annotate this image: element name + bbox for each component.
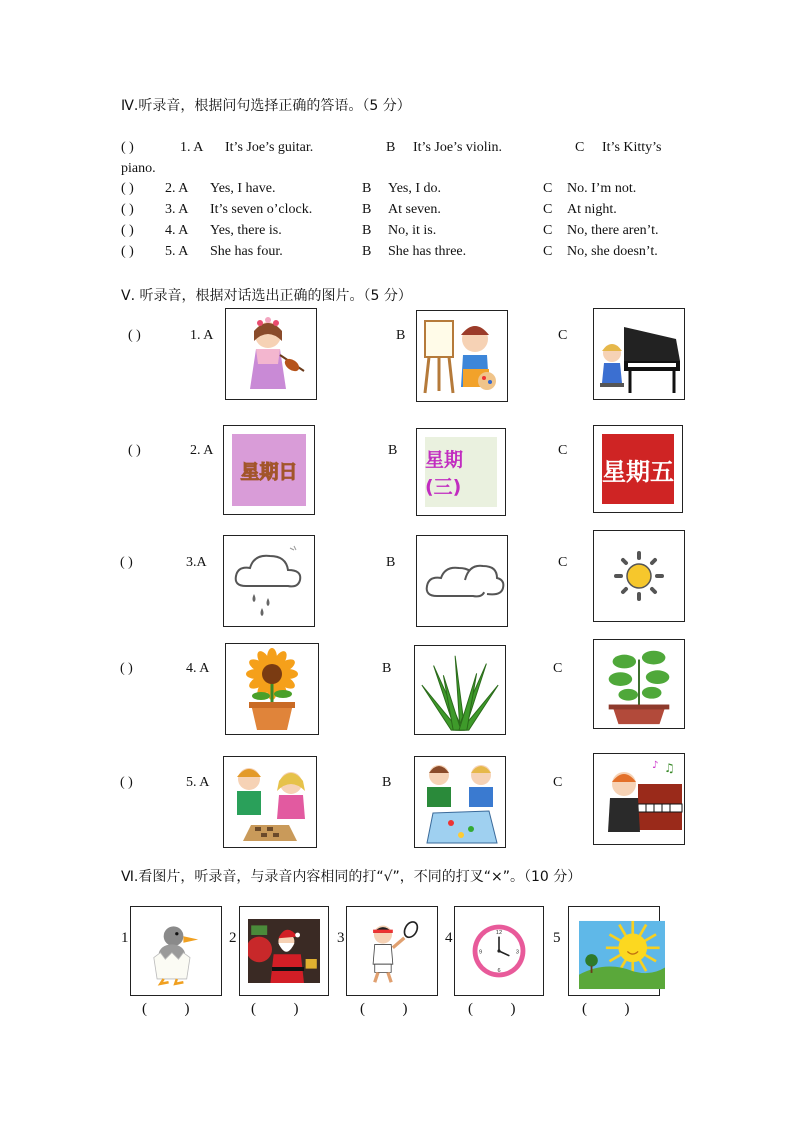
- v-q2-paren[interactable]: ( ): [128, 443, 141, 458]
- v-q3-paren[interactable]: ( ): [120, 555, 133, 570]
- v-q3-option-a-picture[interactable]: [223, 535, 315, 627]
- q1-option-c: It’s Kitty’s: [602, 140, 662, 155]
- duckling-icon: [139, 915, 213, 987]
- q5-paren[interactable]: ( ): [121, 244, 134, 259]
- boy-painting-icon: [417, 311, 507, 401]
- q2-option-a: Yes, I have.: [210, 181, 276, 196]
- vi-item-5-picture: [568, 906, 660, 996]
- v-q2-option-c-label: C: [558, 443, 568, 458]
- svg-text:♪: ♪: [652, 760, 659, 771]
- v-q1-option-a-label: 1. A: [190, 328, 214, 343]
- q1-c-label: C: [575, 140, 585, 155]
- wednesday-text: 星期(三): [425, 449, 464, 498]
- vi-item-1-number: 1: [121, 930, 129, 946]
- q3-c-label: C: [543, 202, 553, 217]
- q3-option-c: At night.: [567, 202, 617, 217]
- vi-item-2-picture: [239, 906, 329, 996]
- v-q5-option-a-label: 5. A: [186, 775, 210, 790]
- sunday-sign: [232, 434, 306, 506]
- q4-option-b: No, it is.: [388, 223, 437, 238]
- vi-item-2-answer-paren[interactable]: ( ): [251, 1001, 299, 1017]
- q2-paren[interactable]: ( ): [121, 181, 134, 196]
- vi-item-4-number: 4: [445, 930, 453, 946]
- potted-plant-icon: [594, 640, 684, 728]
- q5-number: 5. A: [165, 244, 189, 259]
- v-q4-paren[interactable]: ( ): [120, 661, 133, 676]
- q1-b-label: B: [386, 140, 396, 155]
- v-q4-option-b-picture[interactable]: [414, 645, 506, 735]
- vi-item-5-number: 5: [553, 930, 561, 946]
- svg-text:♫: ♫: [664, 761, 675, 775]
- svg-text:3: 3: [515, 949, 519, 956]
- v-q5-option-b-picture[interactable]: [414, 756, 506, 848]
- q1-number: 1. A: [180, 140, 204, 155]
- vi-item-3-answer-paren[interactable]: ( ): [360, 1001, 408, 1017]
- sunday-text: 星期日: [240, 460, 298, 483]
- v-q3-option-b-label: B: [386, 555, 396, 570]
- v-q4-option-b-label: B: [382, 661, 392, 676]
- badminton-player-icon: [355, 915, 429, 987]
- v-q2-option-a-label: 2. A: [190, 443, 214, 458]
- q2-option-b: Yes, I do.: [388, 181, 442, 196]
- q3-option-b: At seven.: [388, 202, 441, 217]
- vi-item-1-picture: [130, 906, 222, 996]
- q1-option-b: It’s Joe’s violin.: [413, 140, 503, 155]
- q4-b-label: B: [362, 223, 372, 238]
- q1-option-c-continued: piano.: [121, 161, 156, 176]
- section-6-title: Ⅵ.看图片，听录音，与录音内容相同的打“√”，不同的打叉“×”。（10 分）: [121, 869, 582, 885]
- vi-item-2-number: 2: [229, 930, 237, 946]
- friday-sign: [602, 434, 674, 504]
- q4-c-label: C: [543, 223, 553, 238]
- q5-option-a: She has four.: [210, 244, 283, 259]
- q2-option-c: No. I’m not.: [567, 181, 637, 196]
- q1-paren[interactable]: ( ): [121, 140, 134, 155]
- kids-chess-icon: [224, 757, 316, 847]
- q2-b-label: B: [362, 181, 372, 196]
- sunny-icon: [594, 531, 684, 621]
- v-q3-option-c-picture[interactable]: [593, 530, 685, 622]
- q4-paren[interactable]: ( ): [121, 223, 134, 238]
- v-q1-option-c-picture[interactable]: [593, 308, 685, 400]
- v-q4-option-c-picture[interactable]: [593, 639, 685, 729]
- q3-b-label: B: [362, 202, 372, 217]
- v-q1-option-a-picture[interactable]: [225, 308, 317, 400]
- v-q4-option-a-picture[interactable]: [225, 643, 319, 735]
- q3-number: 3. A: [165, 202, 189, 217]
- vi-item-3-number: 3: [337, 930, 345, 946]
- v-q5-option-c-label: C: [553, 775, 563, 790]
- v-q1-paren[interactable]: ( ): [128, 328, 141, 343]
- svg-text:12: 12: [495, 930, 503, 937]
- aloe-icon: [415, 646, 505, 734]
- vi-item-5-answer-paren[interactable]: ( ): [582, 1001, 630, 1017]
- girl-piano-icon: [594, 309, 684, 399]
- q5-c-label: C: [543, 244, 553, 259]
- v-q4-option-a-label: 4. A: [186, 661, 210, 676]
- v-q2-option-c-picture[interactable]: [593, 425, 683, 513]
- v-q1-option-c-label: C: [558, 328, 568, 343]
- v-q2-option-a-picture[interactable]: [223, 425, 315, 515]
- v-q2-option-b-label: B: [388, 443, 398, 458]
- q2-c-label: C: [543, 181, 553, 196]
- vi-item-4-picture: [454, 906, 544, 996]
- q5-option-c: No, she doesn’t.: [567, 244, 658, 259]
- v-q3-option-c-label: C: [558, 555, 568, 570]
- vi-item-1-answer-paren[interactable]: ( ): [142, 1001, 190, 1017]
- v-q1-option-b-picture[interactable]: [416, 310, 508, 402]
- q4-option-a: Yes, there is.: [210, 223, 282, 238]
- v-q5-paren[interactable]: ( ): [120, 775, 133, 790]
- q4-option-c: No, there aren’t.: [567, 223, 659, 238]
- sunny-landscape-icon: [579, 917, 665, 993]
- santa-claus-icon: [248, 915, 320, 987]
- q3-option-a: It’s seven o’clock.: [210, 202, 313, 217]
- wall-clock-icon: [463, 915, 535, 987]
- vi-item-4-answer-paren[interactable]: ( ): [468, 1001, 516, 1017]
- svg-text:6: 6: [497, 967, 501, 974]
- q5-b-label: B: [362, 244, 372, 259]
- vi-item-3-picture: [346, 906, 438, 996]
- girl-violin-icon: [226, 309, 316, 399]
- q5-option-b: She has three.: [388, 244, 467, 259]
- wednesday-sign: [425, 437, 497, 507]
- q3-paren[interactable]: ( ): [121, 202, 134, 217]
- v-q1-option-b-label: B: [396, 328, 406, 343]
- cloudy-icon: [417, 536, 507, 626]
- section-5-title: Ⅴ. 听录音，根据对话选出正确的图片。（5 分）: [121, 288, 412, 304]
- rain-icon: [224, 536, 314, 626]
- v-q4-option-c-label: C: [553, 661, 563, 676]
- v-q3-option-b-picture[interactable]: [416, 535, 508, 627]
- sunflower-icon: [226, 644, 318, 734]
- svg-text:9: 9: [479, 949, 483, 956]
- section-4-title: Ⅳ.听录音，根据问句选择正确的答语。（5 分）: [121, 98, 411, 114]
- q4-number: 4. A: [165, 223, 189, 238]
- v-q3-option-a-label: 3.A: [186, 555, 207, 570]
- q1-option-a: It’s Joe’s guitar.: [225, 140, 314, 155]
- kids-board-game-icon: [415, 757, 505, 847]
- friday-text: 星期五: [602, 457, 674, 486]
- v-q5-option-b-label: B: [382, 775, 392, 790]
- v-q5-option-c-picture[interactable]: [593, 753, 685, 845]
- boy-piano-icon: [594, 754, 684, 844]
- v-q2-option-b-picture[interactable]: [416, 428, 506, 516]
- v-q5-option-a-picture[interactable]: [223, 756, 317, 848]
- q2-number: 2. A: [165, 181, 189, 196]
